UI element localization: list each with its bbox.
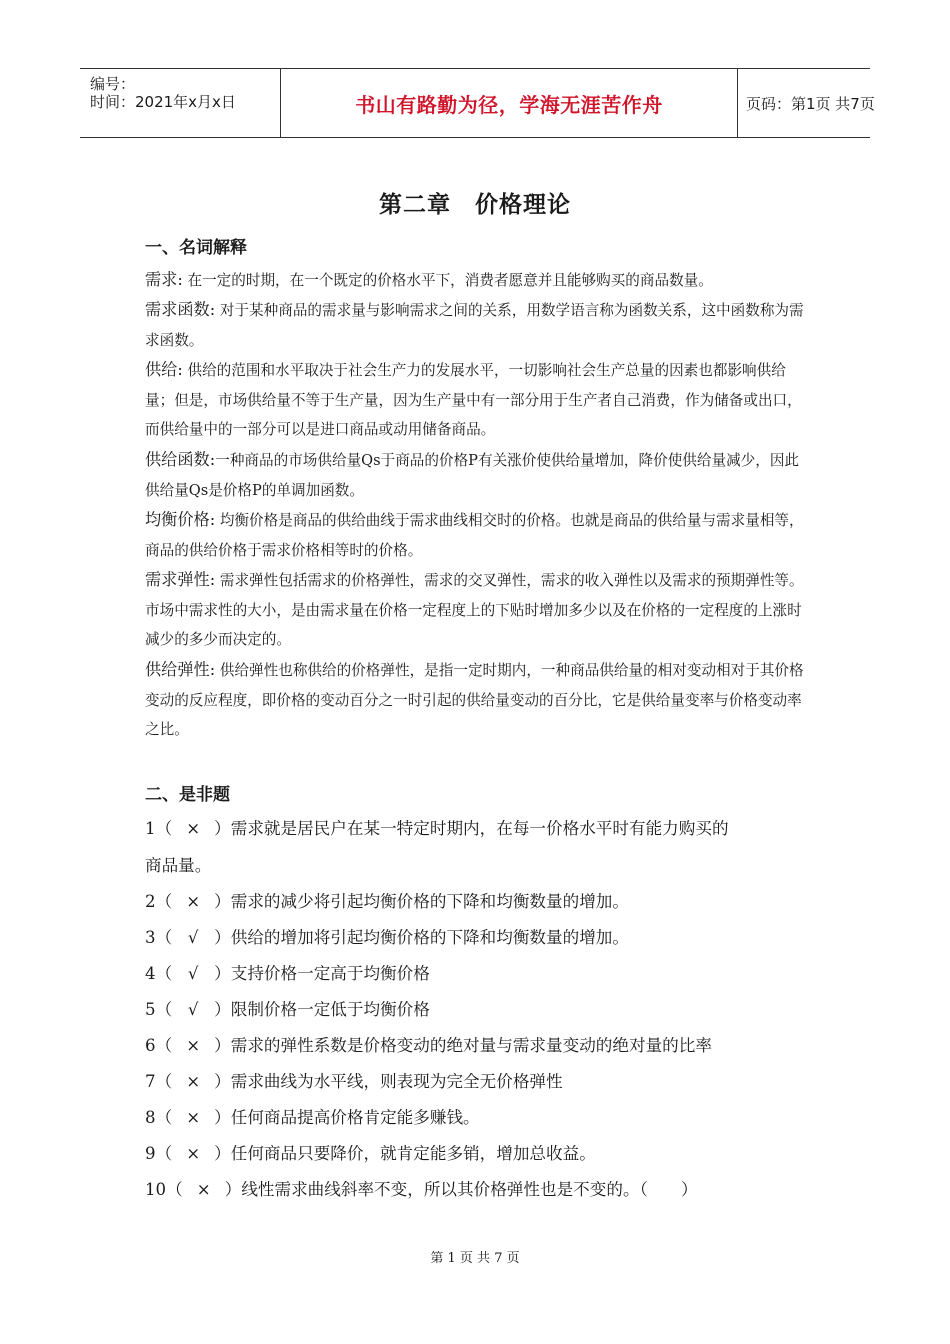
motto: 书山有路勤为径，学海无涯苦作舟: [355, 92, 663, 117]
true-false-item: [145, 924, 629, 948]
definition-item: [145, 565, 810, 655]
definition-text: 在一定的时期，在一个既定的价格水平下，消费者愿意并且能够购买的商品数量。: [182, 272, 713, 289]
close-paren: ）: [214, 928, 231, 947]
definition-item: [145, 265, 810, 296]
true-false-item: [145, 960, 430, 984]
close-paren: ）: [214, 819, 231, 838]
open-paren: （: [155, 1036, 173, 1055]
item-number: 5: [145, 1000, 156, 1019]
true-false-item: [145, 1068, 563, 1092]
item-text: 任何商品只要降价，就肯定能多销，增加总收益。: [230, 1144, 596, 1163]
item-number: 4: [145, 964, 156, 983]
page-footer: 第 1 页 共 7 页: [430, 1251, 520, 1266]
header-table: [80, 68, 875, 138]
answer-mark: ×: [186, 1036, 201, 1055]
open-paren: （: [155, 928, 173, 947]
answer-mark: √: [187, 928, 199, 947]
item-number: 10: [145, 1180, 167, 1199]
definition-term: 需求:: [145, 270, 183, 289]
open-paren: （: [155, 1108, 173, 1127]
item-text: 线性需求曲线斜率不变，所以其价格弹性也是不变的。（ ）: [241, 1180, 698, 1199]
true-false-item: [145, 1104, 480, 1128]
answer-mark: ×: [186, 1072, 201, 1091]
page-info: 页码：第1页 共7页: [746, 94, 875, 113]
item-number: 2: [145, 892, 156, 911]
item-text: 支持价格一定高于均衡价格: [230, 964, 430, 983]
definition-item: [145, 355, 810, 445]
answer-mark: √: [187, 964, 199, 983]
answer-mark: ×: [186, 1108, 201, 1127]
item-number: 6: [145, 1036, 156, 1055]
open-paren: （: [155, 1144, 173, 1163]
true-false-item: [145, 815, 729, 839]
open-paren: （: [155, 1000, 173, 1019]
definition-text: 均衡价格是商品的供给曲线于需求曲线相交时的价格。也就是商品的供给量与需求量相等，商品的供给价格于需求价格相等时的价格。: [145, 512, 804, 559]
definition-term: 均衡价格:: [145, 510, 216, 529]
item-text: 需求曲线为水平线，则表现为完全无价格弹性: [230, 1072, 563, 1091]
definition-text: 供给的范围和水平取决于社会生产力的发展水平，一切影响社会生产总量的因素也都影响供给量；但是，市场供给量不等于生产量，因为生产量中有一部分用于生产者自己消费，作为储备或出口，而供给量中的一部分可以是进口商品或动用储备商品。: [145, 362, 802, 438]
answer-mark: ×: [186, 892, 201, 911]
definition-text: 需求弹性包括需求的价格弹性，需求的交叉弹性，需求的收入弹性以及需求的预期弹性等。市场中需求性的大小，是由需求量在价格一定程度上的下贴时增加多少以及在价格的一定程度的上涨时减少的多少而决定的。: [145, 572, 804, 648]
close-paren: ）: [214, 964, 231, 983]
definition-term: 需求弹性:: [145, 570, 216, 589]
definition-term: 供给:: [145, 360, 183, 379]
item-number: 3: [145, 928, 156, 947]
item-text: 限制价格一定低于均衡价格: [230, 1000, 430, 1019]
true-false-item: [145, 1032, 712, 1056]
open-paren: （: [155, 819, 173, 838]
item-text: 需求的减少将引起均衡价格的下降和均衡数量的增加。: [230, 892, 629, 911]
header-motto-cell: [280, 69, 738, 137]
item-text-continuation: 商品量。: [145, 856, 212, 875]
close-paren: ）: [214, 1144, 231, 1163]
definition-term: 需求函数:: [145, 300, 216, 319]
answer-mark: √: [187, 1000, 199, 1019]
item-number: 9: [145, 1144, 156, 1163]
definition-text: 一种商品的市场供给量Qs于商品的价格P有关涨价使供给量增加，降价使供给量减少，因此供给量Qs是价格P的单调加函数。: [145, 452, 800, 499]
item-number: 1: [145, 819, 156, 838]
item-text: 任何商品提高价格肯定能多赚钱。: [230, 1108, 480, 1127]
header-meta-cell: [80, 69, 280, 137]
section-heading-definitions: 一、名词解释: [145, 238, 247, 258]
definition-text: 供给弹性也称供给的价格弹性，是指一定时期内，一种商品供给量的相对变动相对于其价格变动的反应程度，即价格的变动百分之一时引起的供给量变动的百分比，它是供给量变率与价格变动率之比。: [145, 662, 804, 738]
definition-text: 对于某种商品的需求量与影响需求之间的关系，用数学语言称为函数关系，这中函数称为需求函数。: [145, 302, 804, 349]
open-paren: （: [155, 964, 173, 983]
item-number: 8: [145, 1108, 156, 1127]
close-paren: ）: [214, 1072, 231, 1091]
header-page-cell: [736, 69, 880, 137]
answer-mark: ×: [196, 1180, 211, 1199]
item-text: 需求的弹性系数是价格变动的绝对量与需求量变动的绝对量的比率: [230, 1036, 712, 1055]
open-paren: （: [166, 1180, 183, 1199]
close-paren: ）: [214, 1000, 231, 1019]
definition-item: [145, 445, 810, 505]
definition-term: 供给函数:: [145, 450, 216, 469]
chapter-title: 第二章 价格理论: [379, 192, 571, 218]
close-paren: ）: [214, 1036, 231, 1055]
true-false-item: [145, 996, 430, 1020]
item-text: 需求就是居民户在某一特定时期内，在每一价格水平时有能力购买的: [230, 819, 729, 838]
number-label: 编号：: [90, 75, 136, 93]
time-label: 时间：2021年x月x日: [90, 93, 236, 111]
answer-mark: ×: [186, 1144, 201, 1163]
definition-item: [145, 655, 810, 745]
item-number: 7: [145, 1072, 156, 1091]
true-false-item: [145, 1140, 596, 1164]
close-paren: ）: [224, 1180, 242, 1199]
definition-term: 供给弹性:: [145, 660, 216, 679]
open-paren: （: [155, 892, 173, 911]
open-paren: （: [155, 1072, 173, 1091]
item-text: 供给的增加将引起均衡价格的下降和均衡数量的增加。: [230, 928, 629, 947]
true-false-item: [145, 888, 629, 912]
close-paren: ）: [214, 1108, 231, 1127]
definition-item: [145, 295, 810, 355]
definition-item: [145, 505, 810, 565]
section-heading-true-false: 二、是非题: [145, 785, 230, 805]
answer-mark: ×: [186, 819, 201, 838]
close-paren: ）: [214, 892, 231, 911]
true-false-item: [145, 1176, 698, 1200]
